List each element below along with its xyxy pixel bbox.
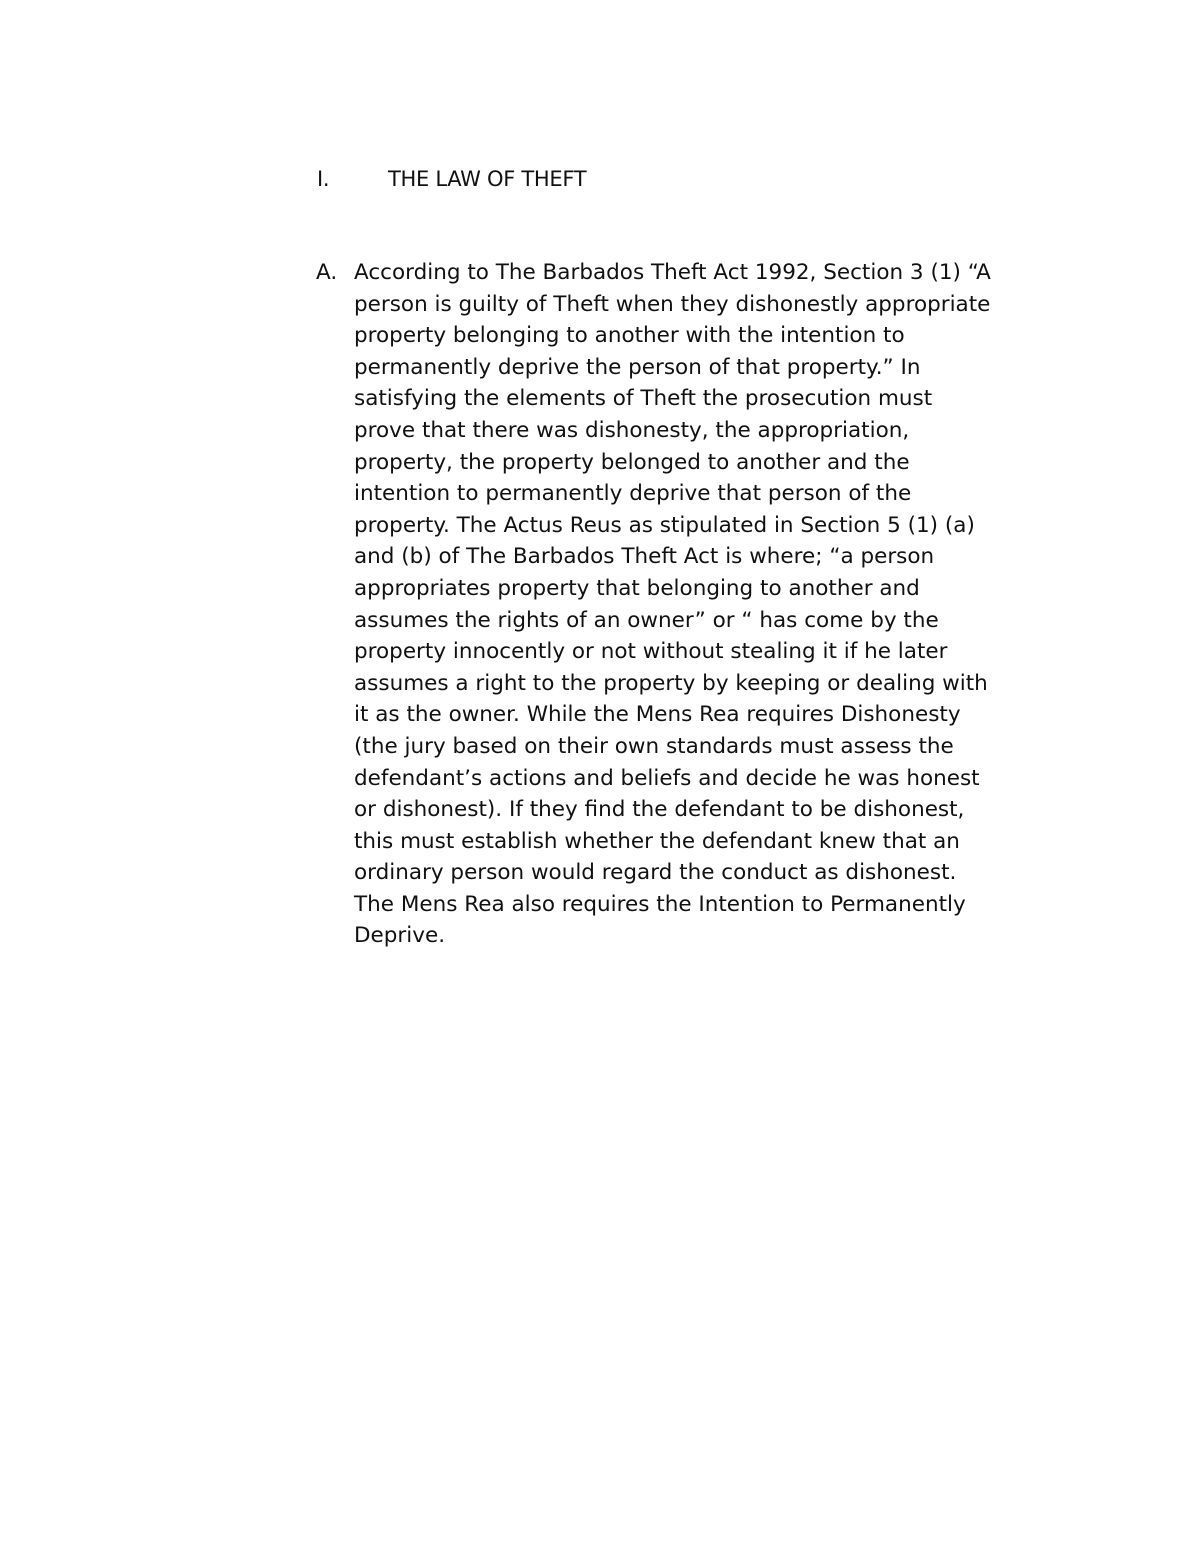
- section-title: THE LAW OF THEFT: [388, 167, 587, 191]
- section-number: I.: [317, 167, 330, 191]
- paragraph-line: ordinary person would regard the conduct as dishonest.: [354, 860, 957, 886]
- paragraph-line: prove that there was dishonesty, the appropriation,: [354, 417, 910, 443]
- paragraph-line: property, the property belonged to another and the: [354, 449, 910, 475]
- section-heading: [317, 166, 586, 192]
- paragraph-line: satisfying the elements of Theft the prosecution must: [354, 386, 933, 412]
- paragraph-line: person is guilty of Theft when they dishonestly appropriate: [354, 291, 991, 317]
- paragraph-line: assumes a right to the property by keeping or dealing with: [354, 670, 988, 696]
- list-marker: A.: [316, 260, 338, 285]
- paragraph-line: Deprive.: [354, 923, 446, 949]
- paragraph-line: and (b) of The Barbados Theft Act is where; “a person: [354, 544, 935, 570]
- paragraph-line: The Mens Rea also requires the Intention to Permanently: [354, 891, 966, 917]
- list-item-a: [316, 257, 1076, 952]
- paragraph-line: property. The Actus Reus as stipulated in Section 5 (1) (a): [354, 512, 975, 538]
- paragraph-line: this must establish whether the defendant knew that an: [354, 828, 960, 854]
- paragraph-line: According to The Barbados Theft Act 1992, Section 3 (1) “A: [354, 260, 991, 285]
- paragraph-line: appropriates property that belonging to another and: [354, 575, 920, 601]
- paragraph-line: (the jury based on their own standards must assess the: [354, 733, 954, 759]
- paragraph-line: it as the owner. While the Mens Rea requires Dishonesty: [354, 702, 961, 728]
- paragraph-line: property innocently or not without stealing it if he later: [354, 639, 948, 665]
- paragraph-line: property belonging to another with the intention to: [354, 323, 905, 349]
- paragraph-line: permanently deprive the person of that property.” In: [354, 354, 921, 380]
- paragraph-line: or dishonest). If they find the defendant to be dishonest,: [354, 797, 965, 823]
- paragraph-line: defendant’s actions and beliefs and decide he was honest: [354, 765, 980, 791]
- paragraph-line: intention to permanently deprive that person of the: [354, 481, 912, 507]
- paragraph-line: assumes the rights of an owner” or “ has come by the: [354, 607, 939, 633]
- paragraph: [354, 257, 1076, 952]
